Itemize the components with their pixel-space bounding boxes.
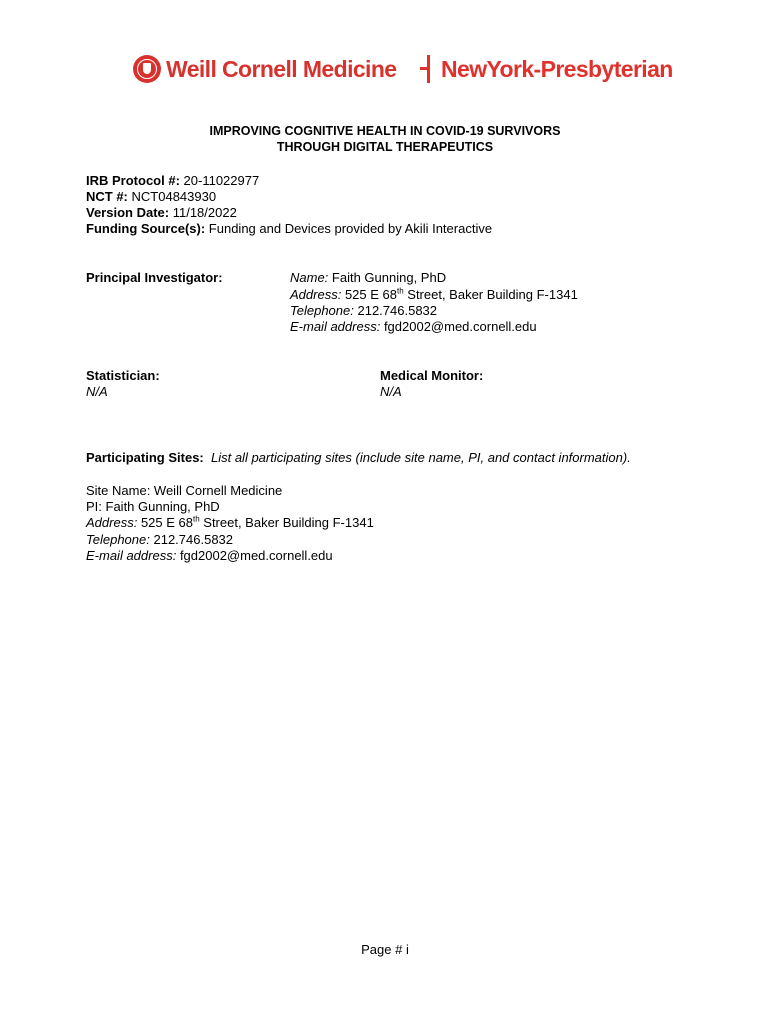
nct-line [86,189,216,205]
version-date-value: 11/18/2022 [172,205,237,220]
pi-email-label: E-mail address: [290,319,381,334]
irb-protocol-value: 20-11022977 [183,173,260,188]
participating-sites-label: Participating Sites: [86,450,204,465]
funding-source-value: Funding and Devices provided by Akili Interactive [208,221,493,236]
site-email-label: E-mail address: [86,548,177,563]
pi-label: Principal Investigator: [86,270,223,285]
pi-address-line [290,287,578,303]
site-telephone-line [86,532,233,548]
page-number: Page # i [361,942,409,957]
document-title-line-1: IMPROVING COGNITIVE HEALTH IN COVID-19 SURVIVORS [209,124,561,138]
nyp-mark-icon [420,55,434,83]
funding-source-line [86,221,492,237]
funding-source-label: Funding Source(s): [86,221,206,236]
statistician-value: N/A [86,384,108,399]
nct-value: NCT04843930 [131,189,217,204]
irb-protocol-line [86,173,259,189]
pi-address-value: 525 E 68th Street, Baker Building F-1341 [344,286,578,302]
newyork-presbyterian-logo [420,52,673,86]
pi-telephone-label: Telephone: [290,303,354,318]
version-date-label: Version Date: [86,205,170,220]
statistician-label: Statistician: [86,368,160,383]
pi-telephone-value: 212.746.5832 [357,303,438,318]
pi-address-label: Address: [290,287,342,302]
participating-sites-line [86,450,631,466]
nyp-logo-text: NewYork-Presbyterian [441,55,673,82]
pi-email-value: fgd2002@med.cornell.edu [383,319,537,334]
site-address-value: 525 E 68th Street, Baker Building F-1341 [140,514,374,530]
site-email-line [86,548,333,564]
site-pi-line: PI: Faith Gunning, PhD [86,499,220,514]
weill-cornell-logo [133,52,396,86]
nct-label: NCT #: [86,189,128,204]
medical-monitor-label: Medical Monitor: [380,368,484,383]
pi-telephone-line [290,303,437,319]
irb-protocol-label: IRB Protocol #: [86,173,180,188]
cornell-seal-icon [133,55,161,83]
site-email-value: fgd2002@med.cornell.edu [179,548,333,563]
medical-monitor-value: N/A [380,384,402,399]
document-title-line-2: THROUGH DIGITAL THERAPEUTICS [276,140,494,154]
site-address-label: Address: [86,515,138,530]
site-name-line: Site Name: Weill Cornell Medicine [86,483,283,498]
pi-email-line [290,319,537,335]
site-telephone-value: 212.746.5832 [153,532,234,547]
pi-name-label: Name: [290,270,329,285]
version-date-line [86,205,237,221]
participating-sites-instruction: List all participating sites (include site name, PI, and contact information). [210,450,631,465]
pi-name-line [290,270,446,286]
weill-cornell-logo-text: Weill Cornell Medicine [166,55,397,82]
site-telephone-label: Telephone: [86,532,150,547]
site-address-line [86,515,374,531]
pi-name-value: Faith Gunning, PhD [331,270,447,285]
